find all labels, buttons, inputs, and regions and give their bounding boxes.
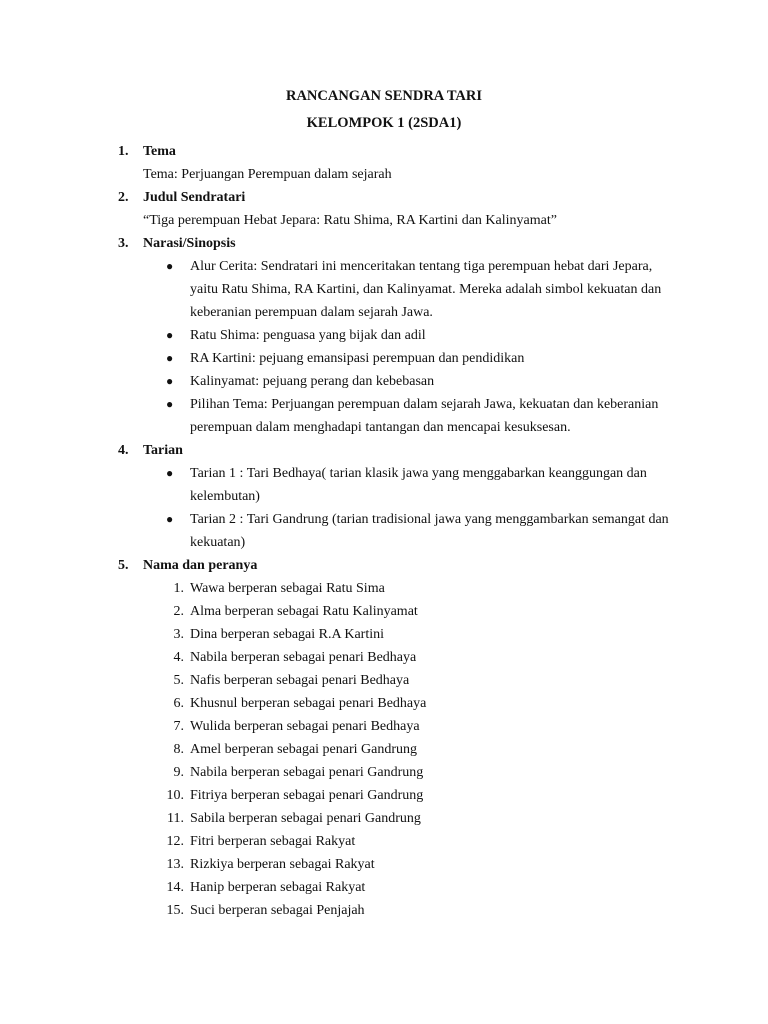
list-item	[166, 853, 768, 876]
list-item-number: 4.	[173, 650, 184, 665]
narasi-bullet-list	[0, 255, 768, 439]
section-number: 3.	[118, 236, 129, 251]
list-item-text: Sabila berperan sebagai penari Gandrung	[190, 811, 421, 826]
list-item-number: 15.	[166, 903, 184, 918]
section-title: Nama dan peranya	[143, 558, 258, 573]
bullet-icon: ●	[166, 512, 174, 526]
section-heading-tarian	[0, 439, 768, 462]
list-item-number: 7.	[173, 719, 184, 734]
list-item	[166, 899, 768, 922]
list-item-text: Nabila berperan sebagai penari Gandrung	[190, 765, 424, 780]
section-title: Tarian	[143, 443, 183, 458]
list-item-number: 8.	[173, 742, 184, 757]
bullet-icon: ●	[166, 397, 174, 411]
list-item-text: Tarian 1 : Tari Bedhaya( tarian klasik jawa yang menggabarkan keanggungan dan kelembutan)	[190, 466, 647, 504]
list-item-text: Wawa berperan sebagai Ratu Sima	[190, 581, 385, 596]
bullet-icon: ●	[166, 351, 174, 365]
list-item-text: Khusnul berperan sebagai penari Bedhaya	[190, 696, 427, 711]
list-item-text: RA Kartini: pejuang emansipasi perempuan dan pendidikan	[190, 351, 525, 366]
list-item-number: 11.	[167, 811, 184, 826]
list-item-number: 13.	[166, 857, 184, 872]
section-title: Tema	[143, 144, 176, 159]
section-heading-tema	[0, 140, 768, 163]
list-item	[173, 738, 768, 761]
tema-text: Tema: Perjuangan Perempuan dalam sejarah	[143, 167, 392, 182]
list-item-text: Wulida berperan sebagai penari Bedhaya	[190, 719, 420, 734]
list-item	[166, 830, 768, 853]
list-item	[166, 370, 675, 393]
list-item-text: Fitri berperan sebagai Rakyat	[190, 834, 356, 849]
section-number: 5.	[118, 558, 129, 573]
document-title: RANCANGAN SENDRA TARI	[285, 88, 483, 104]
tarian-bullet-list	[0, 462, 768, 554]
list-item-text: Alma berperan sebagai Ratu Kalinyamat	[190, 604, 418, 619]
list-item	[167, 807, 768, 830]
section-heading-judul	[0, 186, 768, 209]
list-item-text: Fitriya berperan sebagai penari Gandrung	[190, 788, 424, 803]
section-heading-narasi	[0, 232, 768, 255]
list-item-text: Ratu Shima: penguasa yang bijak dan adil	[190, 328, 426, 343]
list-item-number: 2.	[173, 604, 184, 619]
document-subtitle: KELOMPOK 1 (2SDA1)	[306, 115, 462, 131]
list-item	[166, 347, 675, 370]
list-item	[173, 692, 768, 715]
list-item-text: Hanip berperan sebagai Rakyat	[190, 880, 366, 895]
list-item	[166, 876, 768, 899]
list-item	[173, 646, 768, 669]
list-item-text: Rizkiya berperan sebagai Rakyat	[190, 857, 375, 872]
document-body	[0, 140, 768, 922]
bullet-icon: ●	[166, 259, 174, 273]
list-item	[166, 462, 675, 508]
bullet-icon: ●	[166, 466, 174, 480]
list-item-text: Tarian 2 : Tari Gandrung (tarian tradisional jawa yang menggambarkan semangat dan kekuatan)	[190, 512, 669, 550]
list-item-number: 5.	[173, 673, 184, 688]
list-item-text: Alur Cerita: Sendratari ini menceritakan tentang tiga perempuan hebat dari Jepara, yaitu Ratu Shima, RA Kartini, dan Kalinyamat. Mereka adalah simbol kekuatan dan keberanian perempuan dalam sejarah Jawa.	[190, 259, 662, 320]
list-item-text: Pilihan Tema: Perjuangan perempuan dalam sejarah Jawa, kekuatan dan keberanian perempuan dalam menghadapi tantangan dan mencapai kesuksesan.	[190, 397, 659, 435]
section-number: 4.	[118, 443, 129, 458]
list-item	[166, 255, 675, 324]
bullet-icon: ●	[166, 328, 174, 342]
list-item	[173, 623, 768, 646]
list-item-text: Nafis berperan sebagai penari Bedhaya	[190, 673, 410, 688]
section-number: 2.	[118, 190, 129, 205]
section-title: Judul Sendratari	[143, 190, 246, 205]
peran-numbered-list	[0, 577, 768, 922]
list-item	[173, 669, 768, 692]
list-item	[173, 577, 768, 600]
list-item-text: Dina berperan sebagai R.A Kartini	[190, 627, 384, 642]
list-item-text: Kalinyamat: pejuang perang dan kebebasan	[190, 374, 435, 389]
list-item-number: 10.	[166, 788, 184, 803]
list-item	[166, 508, 675, 554]
list-item	[166, 324, 675, 347]
list-item-text: Amel berperan sebagai penari Gandrung	[190, 742, 418, 757]
list-item-number: 12.	[166, 834, 184, 849]
list-item	[173, 761, 768, 784]
list-item	[166, 784, 768, 807]
bullet-icon: ●	[166, 374, 174, 388]
section-title: Narasi/Sinopsis	[143, 236, 236, 251]
list-item-number: 9.	[173, 765, 184, 780]
section-number: 1.	[118, 144, 129, 159]
list-item-number: 14.	[166, 880, 184, 895]
list-item-text: Nabila berperan sebagai penari Bedhaya	[190, 650, 417, 665]
list-item-number: 3.	[173, 627, 184, 642]
list-item	[166, 393, 675, 439]
list-item-number: 1.	[173, 581, 184, 596]
list-item-text: Suci berperan sebagai Penjajah	[190, 903, 365, 918]
list-item-number: 6.	[173, 696, 184, 711]
judul-text: “Tiga perempuan Hebat Jepara: Ratu Shima, RA Kartini dan Kalinyamat”	[143, 213, 557, 228]
list-item	[173, 715, 768, 738]
list-item	[173, 600, 768, 623]
section-heading-peran	[0, 554, 768, 577]
